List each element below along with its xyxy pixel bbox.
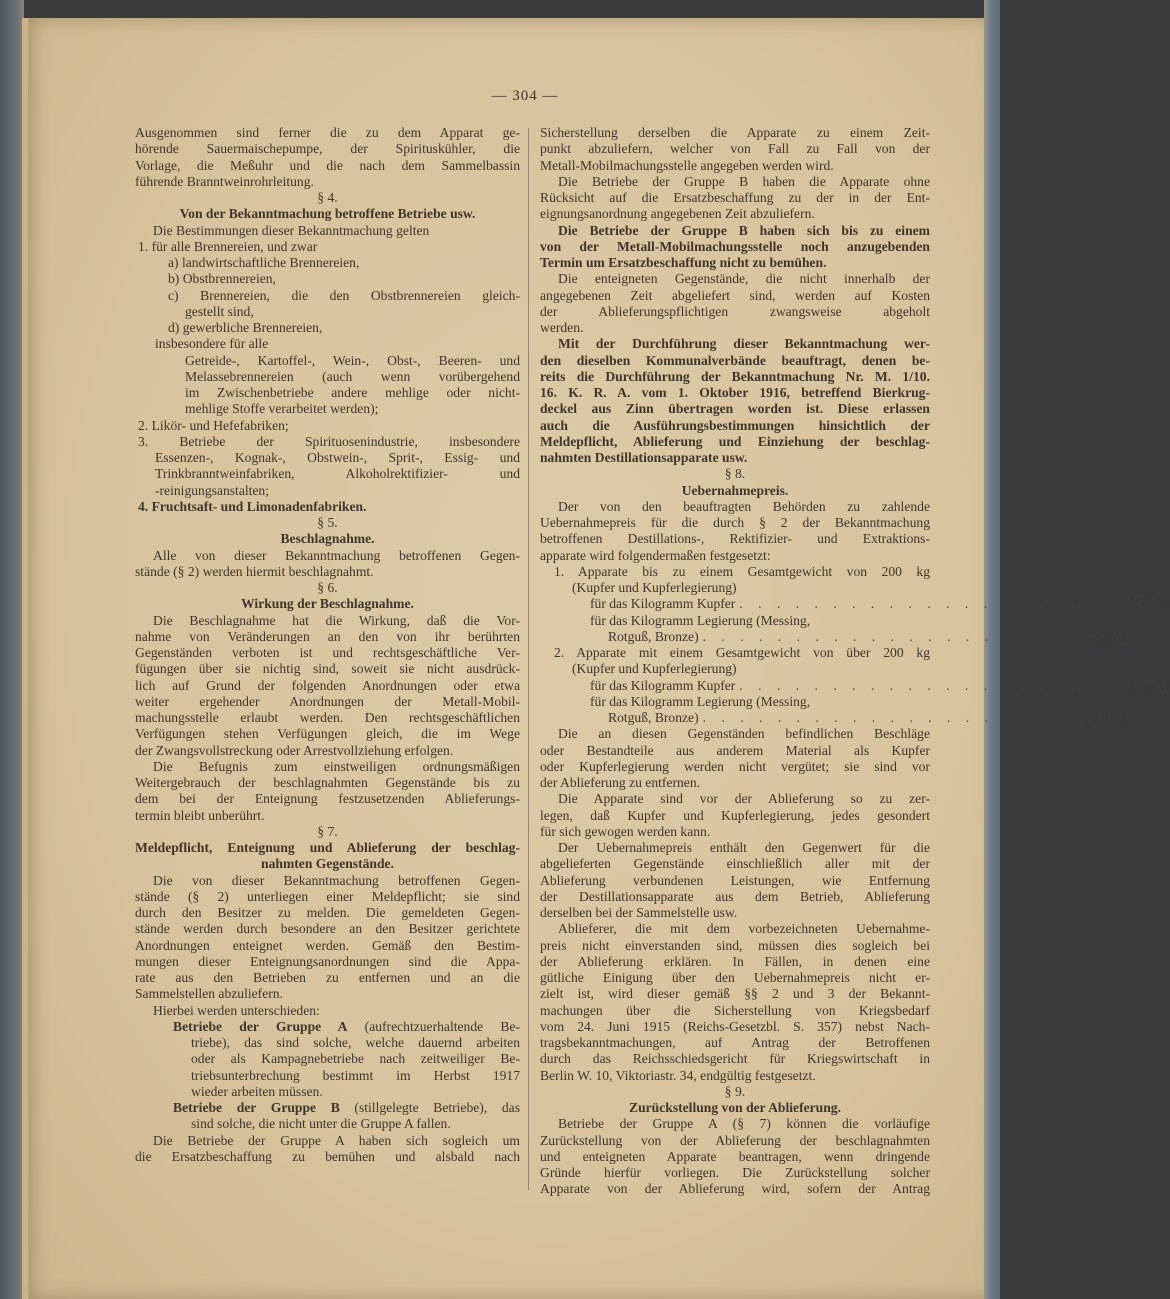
block-price-head (540, 645, 930, 678)
block-price (540, 677, 1170, 694)
book-cover-left (0, 0, 24, 1299)
text-line: die Ersatzbeschaffung zu bemühen und alsbald nach (135, 1148, 520, 1164)
section-number: § 9. (724, 1083, 746, 1099)
block-item (135, 434, 520, 499)
text-line: oder Kupferlegierung werden nicht vergütet; sie sind vor (540, 758, 930, 774)
text-line: durch den Besitzer zu melden. Die gemeldeten Gegen- (135, 905, 520, 920)
text-line: (Kupfer und Kupferlegierung) (572, 661, 737, 677)
text-line: werden. (540, 320, 584, 335)
text-line: 1. Apparate bis zu einem Gesamtgewicht von 200 kg (554, 563, 930, 579)
price-row (540, 677, 1170, 694)
text-line: den dieselben Kommunalverbände beauftragt, denen be- (540, 352, 930, 368)
text-line: im Zwischenbetriebe andere mehlige oder nicht- (185, 385, 520, 400)
text-line: apparate wird folgendermaßen festgesetzt: (540, 547, 771, 563)
section-heading: Beschlagnahme. (280, 531, 375, 547)
text-line: Uebernahmepreis für die durch § 2 der Bekanntmachung (540, 515, 930, 530)
block-sub (135, 288, 520, 321)
text-line: und enteigneten Apparate beantragen, wenn dringende (540, 1148, 930, 1164)
text-line: Vorlage, die Meßuhr und die nach dem Sammelbassin (135, 157, 520, 173)
text-line: Sammelstellen abzuliefern. (135, 986, 283, 1002)
left-column (135, 125, 520, 1165)
block-section (135, 190, 520, 206)
book-cover-right (984, 0, 1000, 1299)
text-line: weiter ergehender Anordnungen der Metall-Mobil- (135, 693, 520, 709)
block-heading (540, 483, 930, 499)
text-line: Die an diesen Gegenständen befindlichen Beschläge (558, 726, 930, 742)
text-line: 2. Likör- und Hefefabriken; (138, 417, 289, 433)
block-para (540, 840, 930, 921)
block-para (540, 174, 930, 223)
block-para (135, 613, 520, 759)
text-line: der Zwangsvollstreckung oder Arrestvollziehung erfolgen. (135, 742, 454, 758)
text-line: mungen dieser Enteignungsanordnungen sind die Appa- (135, 953, 520, 969)
text-line: machungen über die Sicherstellung von Kriegsbedarf (540, 1002, 930, 1018)
text-line: triebsunterbrechung bestimmt im Herbst 1917 (191, 1067, 520, 1083)
text-line: b) Obstbrennereien, (168, 271, 276, 287)
text-line: insbesondere für alle (155, 336, 269, 352)
price-row (540, 710, 1134, 726)
text-line: vom 24. Juni 1915 (Reichs-Gesetzbl. S. 357) nebst Nach- (540, 1018, 930, 1034)
text-line: reits die Durchführung der Bekanntmachung Nr. M. 1/10. (540, 368, 930, 384)
text-line: eignungsanordnung angegebenen Zeit abzuliefern. (540, 206, 815, 222)
price-value: 3,50 ℳ (1128, 677, 1170, 693)
section-heading: Zurückstellung von der Ablieferung. (629, 1100, 841, 1115)
group-label: Betriebe der Gruppe B (173, 1100, 340, 1115)
group-label: Betriebe der Gruppe A (173, 1018, 348, 1034)
text-line: termin bleibt unberührt. (135, 807, 265, 823)
text-line: Anordnungen enteignet werden. Gemäß den Bestim- (135, 937, 520, 953)
block-para (135, 548, 520, 581)
text-line: fügungen über sie nichtig sind, soweit sie nicht ausdrück- (135, 661, 520, 677)
text-line: Hierbei werden unterschieden: (153, 1002, 320, 1018)
text-line: c) Brennereien, die den Obstbrennereien gleich- (168, 287, 520, 303)
block-para (540, 1116, 930, 1197)
text-line: zielt ist, wird dieser gemäß §§ 2 und 3 der Bekannt- (540, 986, 930, 1002)
block-heading (135, 531, 520, 547)
block-group (135, 1100, 520, 1133)
text-line: stände (§ 2) unterliegen einer Meldepflicht; sie sind (135, 888, 520, 904)
block-para (135, 223, 520, 239)
text-line: Berlin W. 10, Viktoriastr. 34, endgültig festgesetzt. (540, 1067, 816, 1083)
text-line: Rücksicht auf die Ersatzbeschaffung zu der in der Ent- (540, 190, 930, 205)
text-line: legen, daß Kupfer und Kupferlegierung, jedes gesondert (540, 807, 930, 823)
text-line: Ablieferung verbundenen Leistungen, wie Entfernung (540, 872, 930, 888)
block-item (135, 418, 520, 434)
text-line: führende Branntweinrohrleitung. (135, 173, 314, 189)
text-line: gütliche Einigung über den Uebernahmepreis nicht er- (540, 970, 930, 985)
text-line: deckel aus Zinn übertragen worden ist. Diese erlassen (540, 401, 930, 417)
block-sub (135, 255, 520, 271)
price-leader: . . . . . . . . . . . . . . . . . . . . . (702, 710, 1088, 725)
block-price (540, 628, 1134, 645)
text-line: 16. K. R. A. vom 1. Oktober 1916, betreffend Bierkrug- (540, 385, 930, 400)
text-line: Zurückstellung von der Ablieferung der beschlagnahmten (540, 1132, 930, 1148)
text-line: angegebenen Zeit abgeliefert sind, werden auf Kosten (540, 287, 930, 303)
text-line: nahme von Veränderungen an den von ihr berührten (135, 628, 520, 644)
text-line: 4. Fruchtsaft- und Limonadenfabriken. (138, 498, 367, 514)
block-para (540, 921, 930, 1084)
text-line: -reinigungsanstalten; (155, 482, 270, 498)
price-leader: . . . . . . . . . . . . . . . . . . . . . (739, 596, 1125, 612)
text: (aufrechtzuerhaltende Be- (347, 1018, 520, 1034)
text-line: für das Kilogramm Legierung (Messing, (590, 612, 811, 628)
block-para (135, 1133, 520, 1166)
section-number: § 4. (317, 190, 338, 205)
text-line: Gegenständen verboten ist und rechtsgeschäftliche Ver- (135, 645, 520, 660)
block-heading (135, 596, 520, 612)
text-line: von der Metall-Mobilmachungsstelle noch anzugebenden (540, 238, 930, 254)
block-section (135, 824, 520, 840)
text-line: tragsbekanntmachungen, auf Antrag der Betroffenen (540, 1035, 930, 1050)
text-line: derselben bei der Sammelstelle usw. (540, 905, 738, 920)
section-heading: Wirkung der Beschlagnahme. (241, 596, 414, 612)
price-value: 2,25 ℳ (1091, 710, 1134, 725)
price-leader: . . . . . . . . . . . . . . . . . . . . . (739, 677, 1125, 693)
block-price-note (540, 694, 930, 710)
block-para (135, 1003, 520, 1019)
text-line: lich auf Grund der folgenden Anordnungen oder etwa (135, 677, 520, 693)
text-line: Betriebe der Gruppe A (§ 7) können die vorläufige (558, 1116, 930, 1132)
block-section (135, 515, 520, 531)
text-line: preis nicht einverstanden sind, müssen dies sogleich bei (540, 937, 930, 953)
price-value: 2,25 ℳ (1091, 628, 1134, 644)
price-row (540, 596, 1170, 612)
block-para (540, 223, 930, 272)
block-cont (135, 125, 520, 190)
text-line: Ausgenommen sind ferner die zu dem Apparat ge- (135, 125, 520, 140)
text-line: Alle von dieser Bekanntmachung betroffenen Gegen- (153, 547, 520, 563)
block-para (540, 499, 930, 564)
price-label: für das Kilogramm Kupfer (590, 677, 736, 693)
block-para (540, 271, 930, 336)
price-label: Rotguß, Bronze) (608, 710, 699, 725)
section-number: § 5. (317, 515, 338, 530)
text-line (135, 1100, 520, 1116)
text-line: Der Uebernahmepreis enthält den Gegenwert für die (558, 840, 930, 855)
text-line: sind solche, die nicht unter die Gruppe A fallen. (191, 1116, 451, 1132)
text-line: Weitergebrauch der beschlagnahmten Gegenstände bis zu (135, 775, 520, 790)
text-line: auch die Ausführungsbestimmungen hinsichtlich der (540, 417, 930, 433)
text-line: triebe), das sind solche, welche dauernd arbeiten (191, 1035, 520, 1050)
text-line: für sich gewogen werden kann. (540, 823, 711, 839)
text-line: Die Apparate sind vor der Ablieferung so zu zer- (558, 791, 930, 807)
text-line: für das Kilogramm Legierung (Messing, (590, 693, 811, 709)
block-para (540, 336, 930, 466)
block-para (135, 873, 520, 1003)
section-number: § 8. (724, 466, 746, 482)
text-line: der Ablieferung zu entfernen. (540, 775, 701, 790)
block-group (135, 1019, 520, 1100)
text-line: Verfügungen stehen Verfügungen gleich, die im Wege (135, 726, 520, 742)
block-price (540, 596, 1170, 612)
text-line: Mit der Durchführung dieser Bekanntmachung wer- (558, 336, 930, 352)
text-line: oder als Kampagnebetriebe nach zeitweiliger Be- (191, 1051, 520, 1067)
text-line: Gründe hierfür vorliegen. Die Zurückstellung solcher (540, 1165, 930, 1180)
text-line: Die Betriebe der Gruppe A haben sich sogleich um (153, 1132, 520, 1148)
section-number: § 7. (317, 823, 338, 839)
block-price-note (540, 613, 930, 629)
text-line: hörende Sauermaischepumpe, der Spirituskühler, die (135, 141, 520, 157)
text-line: Die Betriebe der Gruppe B haben sich bis zu einem (558, 222, 930, 238)
block-sub-block (135, 353, 520, 418)
block-sub-note (135, 336, 520, 352)
section-heading: nahmten Gegenstände. (261, 856, 394, 872)
text-line: machungsstelle erlaubt werden. Den rechtsgeschäftlichen (135, 710, 520, 725)
page-binding-edge (22, 18, 29, 1299)
text: (stillgelegte Betriebe), das (339, 1100, 520, 1115)
text-line: Die Beschlagnahme hat die Wirkung, daß die Vor- (153, 612, 520, 628)
text-line: oder Bestandteile aus anderem Material als Kupfer (540, 742, 930, 758)
text-line: betroffenen Destillations-, Rektifizier- und Extraktions- (540, 531, 930, 547)
text-line: rate aus den Betrieben zu entfernen und an die (135, 970, 520, 985)
text-line: Melassebrennereien (auch wenn vorübergehend (185, 368, 520, 384)
text-line: Getreide-, Kartoffel-, Wein-, Obst-, Beeren- und (185, 352, 520, 368)
column-divider (528, 128, 529, 1190)
text-line: d) gewerbliche Brennereien, (168, 320, 323, 335)
text-line: Metall-Mobilmachungsstelle angegeben werden wird. (540, 157, 834, 173)
block-price (540, 710, 1134, 726)
block-item (135, 239, 520, 255)
text-line: Meldepflicht, Ablieferung und Einziehung der beschlag- (540, 433, 930, 449)
block-section (135, 580, 520, 596)
text-line: 3. Betriebe der Spirituosenindustrie, insbesondere (138, 433, 520, 449)
text-line: durch das Reichsschiedsgericht für Kriegswirtschaft in (540, 1051, 930, 1067)
price-label: für das Kilogramm Kupfer (590, 596, 736, 612)
text-line: Die enteigneten Gegenstände, die nicht innerhalb der (558, 271, 930, 287)
text-line: stände (§ 2) werden hiermit beschlagnahmt. (135, 563, 374, 579)
block-heading (135, 206, 520, 222)
price-row (540, 628, 1134, 645)
text-line: der Ablieferung erklären. In Fällen, in denen eine (540, 953, 930, 969)
text-line: 2. Apparate mit einem Gesamtgewicht von über 200 kg (554, 645, 930, 660)
text-line: nahmten Destillationsapparate usw. (540, 450, 748, 465)
text-line: der Destillationsapparate aus dem Betrieb, Ablieferung (540, 888, 930, 904)
text-line: a) landwirtschaftliche Brennereien, (168, 255, 360, 270)
text-line (135, 1019, 520, 1035)
text-line: Die Betriebe der Gruppe B haben die Apparate ohne (558, 173, 930, 189)
text-line: (Kupfer und Kupferlegierung) (572, 580, 737, 595)
block-section (540, 466, 930, 482)
section-heading: Von der Bekanntmachung betroffene Betriebe usw. (179, 206, 476, 222)
text-line: gestellt sind, (185, 303, 254, 319)
block-heading (540, 1100, 930, 1116)
block-price-head (540, 564, 930, 597)
block-heading (135, 840, 520, 873)
text-line: dem bei der Enteignung festzusetzenden Ablieferungs- (135, 791, 520, 807)
page-number: — 304 — (491, 88, 559, 104)
text-line: Die Bestimmungen dieser Bekanntmachung gelten (153, 222, 430, 238)
text-line: Trinkbranntweinfabriken, Alkoholrektifizier- und (155, 466, 520, 482)
text-line: stände werden durch besondere an den Besitzer gerichtete (135, 921, 520, 937)
text-line: mehlige Stoffe verarbeitet werden); (185, 401, 379, 417)
block-para (540, 726, 930, 791)
right-column (540, 125, 1170, 1198)
block-sub (135, 271, 520, 287)
text-line: wieder arbeiten müssen. (191, 1083, 323, 1099)
block-section (540, 1084, 930, 1100)
block-cont (540, 125, 930, 174)
text-line: Der von den beauftragten Behörden zu zahlende (558, 498, 930, 514)
text-line: Essenzen-, Kognak-, Obstwein-, Sprit-, Essig- und (155, 450, 520, 465)
text-line: Ablieferer, die mit dem vorbezeichneten Uebernahme- (558, 921, 930, 937)
price-value: 3,75 ℳ (1128, 596, 1170, 612)
text-line: 1. für alle Brennereien, und zwar (138, 238, 318, 254)
text-line: Sicherstellung derselben die Apparate zu einem Zeit- (540, 125, 930, 140)
price-leader: . . . . . . . . . . . . . . . . . . . . . (702, 628, 1088, 644)
text-line: punkt abzuliefern, welcher von Fall zu Fall von der (540, 141, 930, 157)
text-line: Die Befugnis zum einstweiligen ordnungsmäßigen (153, 758, 520, 774)
text-line: abgelieferten Gegenstände einschließlich aller mit der (540, 856, 930, 872)
section-number: § 6. (317, 580, 338, 595)
block-para (540, 791, 930, 840)
section-heading: Meldepflicht, Enteignung und Ablieferung der beschlag- (135, 840, 520, 855)
text-line: Apparate von der Ablieferung wird, sofern der Antrag (540, 1181, 930, 1197)
text-line: Die von dieser Bekanntmachung betroffenen Gegen- (153, 872, 520, 888)
block-sub (135, 320, 520, 336)
block-para (135, 759, 520, 824)
block-item (135, 499, 520, 515)
section-heading: Uebernahmepreis. (681, 482, 789, 498)
text-line: der Ablieferungspflichtigen zwangsweise abgeholt (540, 303, 930, 319)
text-line: Termin um Ersatzbeschaffung nicht zu bemühen. (540, 255, 827, 270)
price-label: Rotguß, Bronze) (608, 628, 699, 644)
